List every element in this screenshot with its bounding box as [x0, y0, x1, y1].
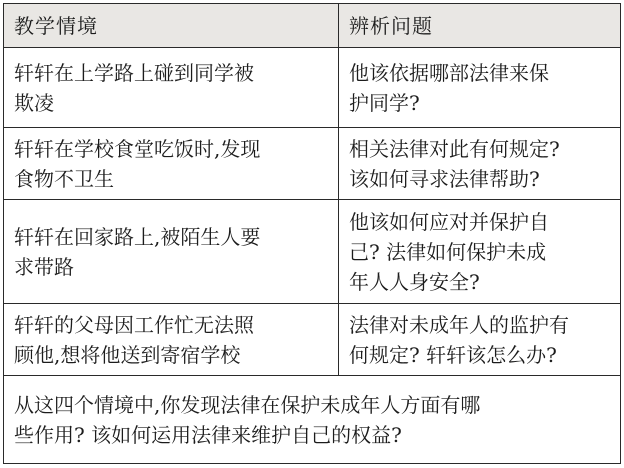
situation-line: 轩轩在学校食堂吃饭时,发现 — [14, 136, 261, 161]
situation-line: 轩轩的父母因工作忙无法照 — [14, 312, 254, 337]
situation-line: 顾他,想将他送到寄宿学校 — [14, 342, 241, 367]
table-row — [4, 304, 621, 376]
situation-cell — [4, 200, 339, 304]
table-header-row — [4, 4, 621, 48]
question-line: 何规定? 轩轩该怎么办? — [349, 342, 557, 367]
situation-line: 轩轩在上学路上碰到同学被 — [14, 60, 254, 85]
question-line: 护同学? — [349, 90, 420, 115]
situation-cell — [4, 48, 339, 128]
question-line: 己? 法律如何保护未成 — [349, 239, 547, 264]
summary-question-cell — [4, 376, 621, 464]
question-cell — [339, 304, 621, 376]
table-row — [4, 128, 621, 200]
question-cell — [339, 200, 621, 304]
question-line: 相关法律对此有何规定? — [349, 136, 560, 161]
table-row — [4, 48, 621, 128]
question-line: 法律对未成年人的监护有 — [349, 312, 569, 337]
teaching-situation-table — [3, 3, 621, 464]
situation-cell — [4, 304, 339, 376]
summary-line: 从这四个情境中,你发现法律在保护未成年人方面有哪 — [14, 392, 481, 417]
table-footer-row — [4, 376, 621, 464]
question-line: 他该如何应对并保护自 — [349, 209, 549, 234]
header-analysis-question: 辨析问题 — [339, 4, 621, 48]
situation-line: 欺凌 — [14, 90, 54, 115]
question-cell — [339, 128, 621, 200]
situation-line: 食物不卫生 — [14, 166, 114, 191]
question-line: 年人人身安全? — [349, 269, 480, 294]
situation-line: 轩轩在回家路上,被陌生人要 — [14, 224, 261, 249]
summary-line: 些作用? 该如何运用法律来维护自己的权益? — [14, 422, 402, 447]
question-line: 他该依据哪部法律来保 — [349, 60, 549, 85]
question-line: 该如何寻求法律帮助? — [349, 166, 540, 191]
header-teaching-situation: 教学情境 — [4, 4, 339, 48]
table-row — [4, 200, 621, 304]
situation-line: 求带路 — [14, 254, 74, 279]
question-cell — [339, 48, 621, 128]
situation-cell — [4, 128, 339, 200]
